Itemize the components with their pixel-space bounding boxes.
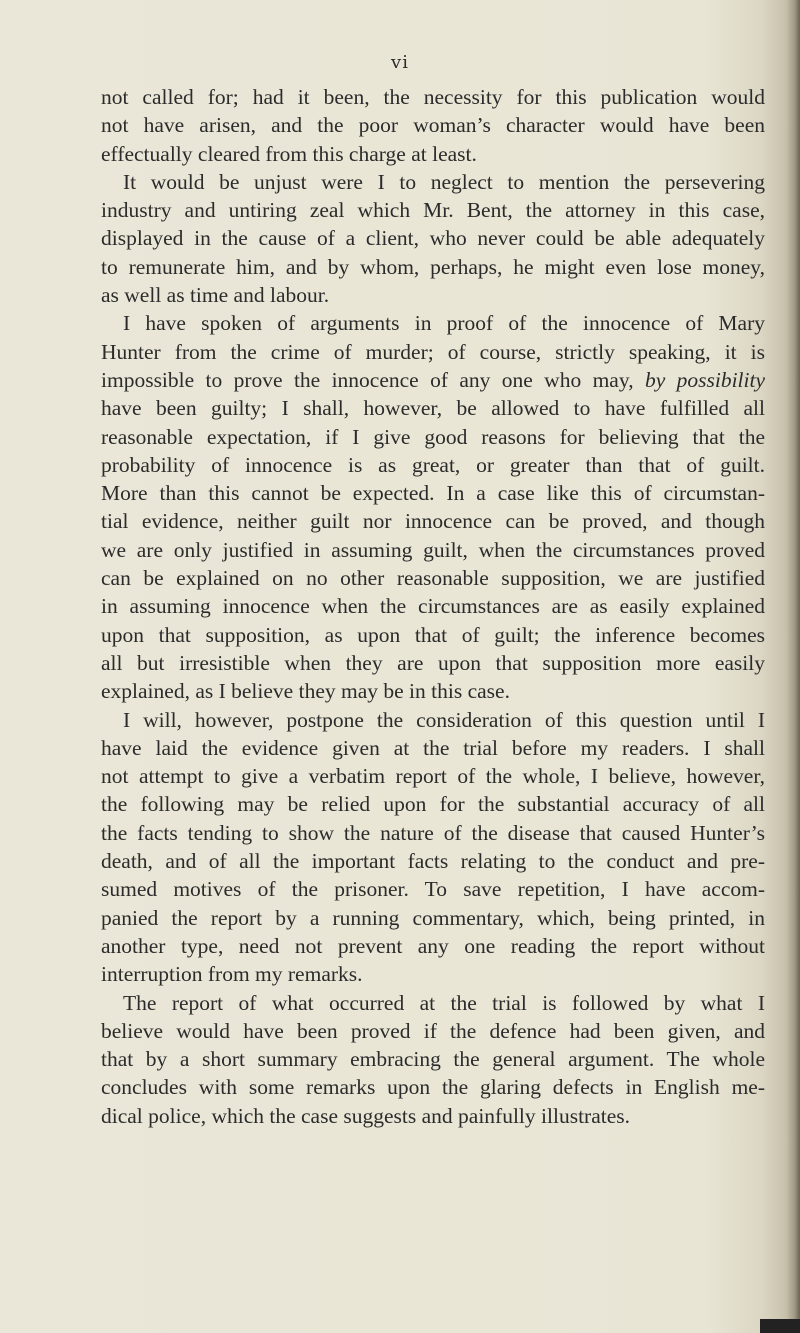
text-line: interruption from my remarks. xyxy=(101,962,363,987)
text-line: death, and of all the important facts relating to the conduct and pre- xyxy=(101,849,765,874)
text-line: believe would have been proved if the defence had been given, and xyxy=(101,1018,765,1043)
text-line: probability of innocence is as great, or greater than that of guilt. xyxy=(101,452,765,477)
text-line: It would be unjust were I to neglect to mention the persevering xyxy=(123,169,765,194)
text-line: industry and untiring zeal which Mr. Bent, the attorney in this case, xyxy=(101,198,765,223)
text-line: the facts tending to show the nature of the disease that caused Hunter’s xyxy=(101,820,765,845)
text-line: have been guilty; I shall, however, be allowed to have fulfilled all xyxy=(101,396,765,421)
text-line: I have spoken of arguments in proof of the innocence of Mary xyxy=(123,311,765,336)
text-line: not called for; had it been, the necessity for this publication would xyxy=(101,85,765,109)
text-line: effectually cleared from this charge at least. xyxy=(101,141,477,166)
paragraph xyxy=(101,309,765,705)
text-line: displayed in the cause of a client, who never could be able adequately xyxy=(101,226,765,251)
text-line: impossible to prove the innocence of any one who may, by possibility xyxy=(101,367,766,392)
scan-corner xyxy=(760,1319,800,1333)
text-line: to remunerate him, and by whom, perhaps, he might even lose money, xyxy=(101,254,765,279)
text-line: panied the report by a running commentary, which, being printed, in xyxy=(101,905,765,930)
text-line: explained, as I believe they may be in this case. xyxy=(101,679,510,704)
text-line: not attempt to give a verbatim report of the whole, I believe, however, xyxy=(101,764,765,789)
text-line: concludes with some remarks upon the glaring defects in English me- xyxy=(101,1075,765,1100)
text-line: dical police, which the case suggests and painfully illustrates. xyxy=(101,1103,630,1128)
text-line: all but irresistible when they are upon that supposition more easily xyxy=(101,650,765,675)
page-number: vi xyxy=(391,52,409,73)
text-line: have laid the evidence given at the trial before my readers. I shall xyxy=(101,735,765,760)
text-line: upon that supposition, as upon that of guilt; the inference becomes xyxy=(101,622,765,647)
text-line: The report of what occurred at the trial is followed by what I xyxy=(123,990,765,1015)
text-line: can be explained on no other reasonable supposition, we are justified xyxy=(101,566,765,591)
text-line: we are only justified in assuming guilt, when the circumstances proved xyxy=(101,537,765,562)
text-line: More than this cannot be expected. In a case like this of circumstan- xyxy=(101,481,765,506)
text-line: another type, need not prevent any one reading the report without xyxy=(101,933,765,958)
text-line: tial evidence, neither guilt nor innocence can be proved, and though xyxy=(101,509,765,534)
text-line: sumed motives of the prisoner. To save repetition, I have accom- xyxy=(101,877,765,902)
text-line: Hunter from the crime of murder; of course, strictly speaking, it is xyxy=(101,339,765,364)
text-line: that by a short summary embracing the general argument. The whole xyxy=(101,1047,765,1072)
text-line: the following may be relied upon for the substantial accuracy of all xyxy=(101,792,765,817)
text-line: not have arisen, and the poor woman’s character would have been xyxy=(101,113,765,138)
paragraph xyxy=(101,989,765,1130)
text-line: as well as time and labour. xyxy=(101,283,330,308)
paragraph xyxy=(101,168,765,309)
text-line: reasonable expectation, if I give good reasons for believing that the xyxy=(101,424,765,449)
text-line: in assuming innocence when the circumstances are as easily explained xyxy=(101,594,765,619)
body-text xyxy=(101,83,765,1130)
paragraph xyxy=(101,706,765,989)
text-line: I will, however, postpone the consideration of this question until I xyxy=(123,707,765,732)
paragraph xyxy=(101,83,765,168)
page-edge-shadow xyxy=(786,0,800,1333)
